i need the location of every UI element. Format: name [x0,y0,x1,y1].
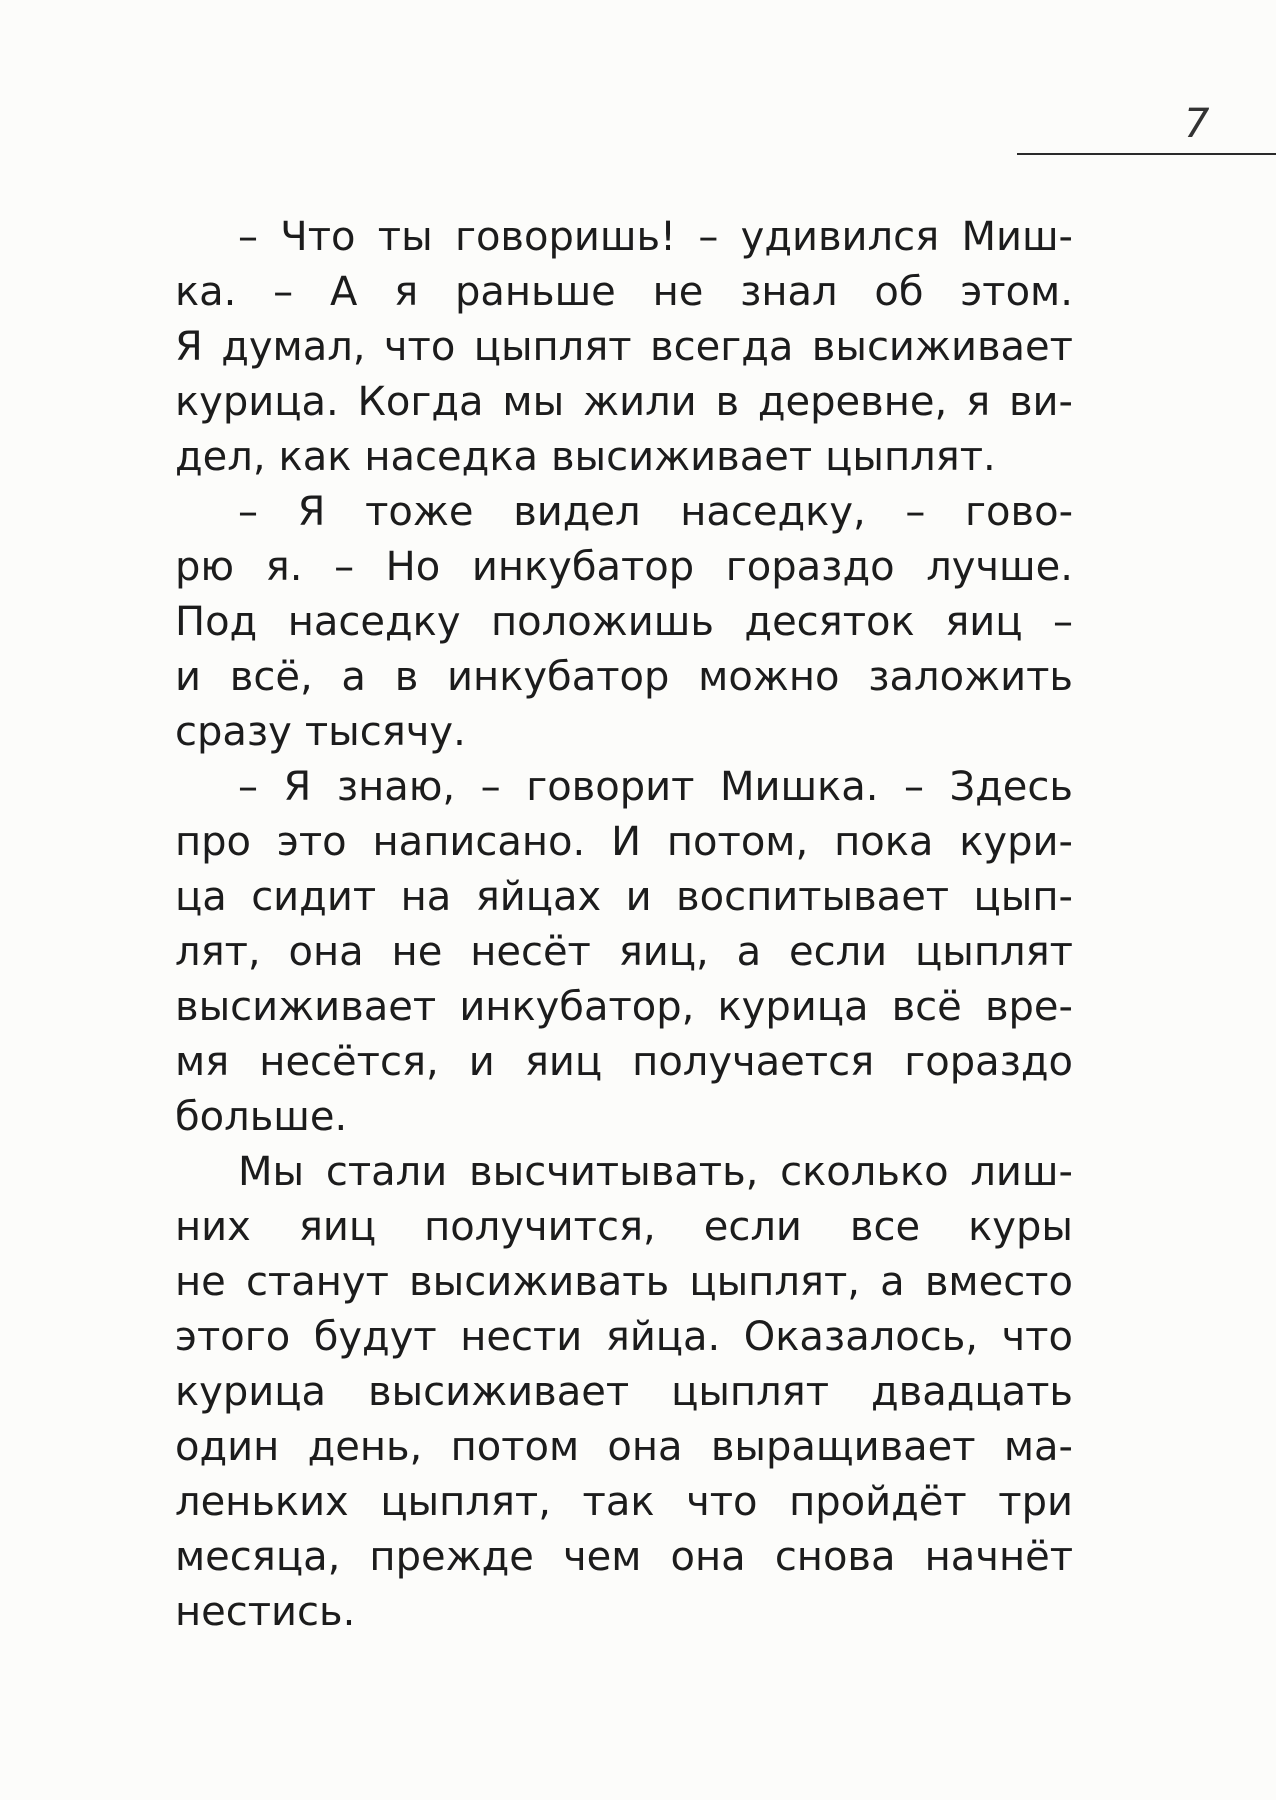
word: лиш- [970,1149,1073,1195]
word: чем [563,1534,642,1580]
text-line [175,1200,1073,1255]
word: тысячу. [304,709,466,755]
text-line [175,430,1073,485]
word: яйца. [605,1314,721,1360]
word: я [394,269,419,315]
word: об [874,269,924,315]
word: удивился [740,214,940,260]
word: потом [450,1424,580,1470]
word: Мишка. [719,764,879,810]
text-line [175,1255,1073,1310]
word: получится, [424,1204,656,1250]
word: инкубатор, [459,984,695,1030]
word: это [276,819,347,865]
word: видел [513,489,641,535]
word: – [905,489,926,535]
word: так [582,1479,655,1525]
word: я. [265,544,303,590]
word: на [400,874,452,920]
word: высиживает [550,434,813,480]
word: как [278,434,352,480]
word: А [329,269,358,315]
word: не [391,929,443,975]
word: если [703,1204,802,1250]
word: Я [297,489,326,535]
paragraph [175,1145,1073,1640]
word: ка. [175,269,237,315]
word: стали [325,1149,448,1195]
word: я [966,379,991,425]
word: Что [280,214,356,260]
word: гораздо [725,544,895,590]
word: нестись. [175,1589,356,1635]
word: заложить [868,654,1073,700]
word: знал [740,269,838,315]
text-line [175,870,1073,925]
word: – [1053,599,1073,645]
text-line [175,1090,1073,1145]
word: несёт [470,929,591,975]
word: написано. [372,819,586,865]
word: гово- [965,489,1073,535]
text-line [175,1035,1073,1090]
word: всегда [650,324,794,370]
word: в [715,379,740,425]
word: двадцать [870,1369,1073,1415]
word: что [383,324,456,370]
word: Мы [238,1149,305,1195]
word: она [288,929,364,975]
text-line [175,265,1073,320]
word: Миш- [961,214,1073,260]
word: яиц [298,1204,377,1250]
word: яиц [524,1039,603,1085]
word: а [736,929,762,975]
word: кури- [959,819,1073,865]
word: – [334,544,355,590]
word: десяток [744,599,915,645]
word: думал, [221,324,366,370]
word: пока [834,819,934,865]
word: всё [891,984,962,1030]
word: ма- [1003,1424,1073,1470]
word: – [238,489,258,535]
word: этого [175,1314,291,1360]
word: цыплят [671,1369,829,1415]
word: наседка [364,434,538,480]
word: курица [175,1369,326,1415]
word: Здесь [949,764,1073,810]
word: курица [717,984,869,1030]
word: вместо [924,1259,1073,1305]
word: сколько [780,1149,949,1195]
word: высчитывать, [469,1149,759,1195]
word: высиживает [175,984,437,1030]
word: курица. [175,379,339,425]
word: Под [175,599,258,645]
text-line [175,320,1073,375]
word: и [468,1039,495,1085]
word: месяца, [175,1534,341,1580]
word: положишь [491,599,714,645]
text-line [175,210,1073,265]
text-line [175,1475,1073,1530]
word: и [625,874,652,920]
word: них [175,1204,251,1250]
word: всё, [229,654,313,700]
word: яиц [945,599,1023,645]
word: высиживает [367,1369,630,1415]
word: сидит [251,874,377,920]
word: а [341,654,366,700]
word: прежде [369,1534,534,1580]
word: деревне, [757,379,948,425]
word: дел, [175,434,266,480]
word: а [880,1259,905,1305]
word: будут [313,1314,437,1360]
text-line [175,1530,1073,1585]
body-text [175,210,1073,1640]
word: мя [175,1039,230,1085]
word: лучше. [926,544,1073,590]
word: тоже [365,489,474,535]
word: раньше [454,269,616,315]
word: цыплят [473,324,632,370]
word: Я [283,764,312,810]
paragraph [175,485,1073,760]
word: инкубатор [471,544,695,590]
word: что [686,1479,758,1525]
word: она [607,1424,683,1470]
word: вре- [984,984,1073,1030]
word: больше. [175,1094,348,1140]
word: – [273,269,294,315]
word: цып- [973,874,1073,920]
word: высиживает [811,324,1073,370]
word: снова [774,1534,896,1580]
word: инкубатор [447,654,670,700]
text-line [175,815,1073,870]
word: цыплят. [825,434,996,480]
text-line [175,1585,1073,1640]
word: наседку, [680,489,866,535]
word: выращивает [710,1424,976,1470]
word: говоришь! [454,214,677,260]
word: рю [175,544,235,590]
word: И [611,819,641,865]
text-line [175,760,1073,815]
word: Когда [357,379,484,425]
paragraph [175,760,1073,1145]
text-line [175,595,1073,650]
word: три [998,1479,1073,1525]
word: говорит [526,764,695,810]
word: воспитывает [676,874,950,920]
text-line [175,925,1073,980]
word: ца [175,874,227,920]
word: – [238,214,258,260]
word: день, [307,1424,423,1470]
text-line [175,540,1073,595]
word: все [849,1204,921,1250]
word: жили [583,379,697,425]
word: – [480,764,501,810]
word: леньких [175,1479,349,1525]
word: мы [502,379,565,425]
word: яйцах [475,874,602,920]
text-line [175,650,1073,705]
word: в [394,654,419,700]
word: высиживать [409,1259,670,1305]
word: сразу [175,709,292,755]
word: наседку [287,599,461,645]
word: цыплят [915,929,1073,975]
word: Оказалось, [743,1314,979,1360]
word: получается [632,1039,875,1085]
word: цыплят, [380,1479,551,1525]
word: потом, [666,819,809,865]
word: что [1001,1314,1073,1360]
word: – [903,764,924,810]
header-rule [1017,153,1276,155]
word: она [670,1534,746,1580]
text-line [175,1420,1073,1475]
word: если [789,929,888,975]
word: начнёт [924,1534,1073,1580]
word: и [175,654,201,700]
text-line [175,980,1073,1035]
word: можно [698,654,840,700]
word: про [175,819,252,865]
text-line [175,485,1073,540]
word: пройдёт [789,1479,967,1525]
word: куры [968,1204,1073,1250]
text-line [175,375,1073,430]
word: несётся, [259,1039,439,1085]
text-line [175,1365,1073,1420]
text-line [175,705,1073,760]
word: ты [377,214,433,260]
word: не [175,1259,226,1305]
paragraph [175,210,1073,485]
word: гораздо [904,1039,1073,1085]
word: Но [385,544,441,590]
word: яиц, [618,929,709,975]
word: не [652,269,704,315]
page-number: 7 [1184,101,1210,147]
word: – [238,764,258,810]
word: Я [175,324,203,370]
word: цыплят, [689,1259,860,1305]
word: этом. [960,269,1073,315]
word: знаю, [336,764,456,810]
text-line [175,1310,1073,1365]
word: нести [460,1314,583,1360]
text-line [175,1145,1073,1200]
word: лят, [175,929,261,975]
word: ви- [1008,379,1073,425]
word: – [698,214,719,260]
word: станут [245,1259,389,1305]
word: один [175,1424,280,1470]
